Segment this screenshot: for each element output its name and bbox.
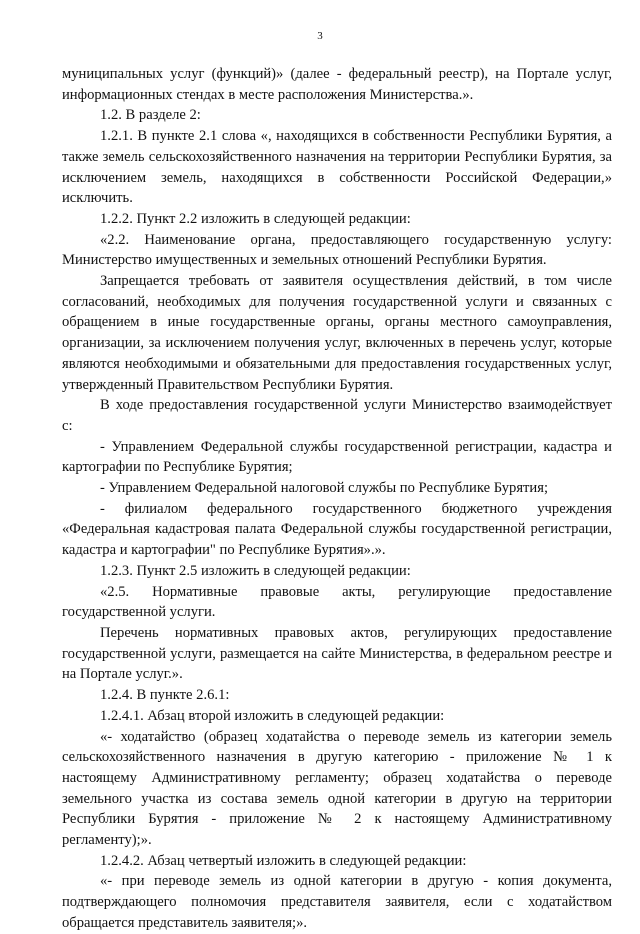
list-item-cadastral-chamber: - филиалом федерального государственного бюджетного учреждения «Федеральная кадастровая палата Федеральной службы государственной регистрации, кадастра и картографии" по Республике Бурятия».». (62, 500, 612, 559)
paragraph-item-1-2-2: 1.2.2. Пункт 2.2 изложить в следующей редакции: (100, 210, 411, 227)
page-number: 3 (317, 30, 323, 42)
paragraph-interaction: В ходе предоставления государственной услуги Министерство взаимодействует с: (62, 397, 612, 434)
paragraph-item-1-2-4-2: 1.2.4.2. Абзац четвертый изложить в следующей редакции: (100, 852, 467, 869)
paragraph-item-1-2-1: 1.2.1. В пункте 2.1 слова «, находящихся в собственности Республики Бурятия, а также земель сельскохозяйственного назначения на территории Республики Бурятия, за исключением земель, находящихся в собственности Российской Федерации,» исключить. (62, 128, 612, 207)
paragraph-legal-acts-list: Перечень нормативных правовых актов, регулирующих предоставление государственной услуги, размещается на сайте Министерства, в федеральном реестре и на Портале услуг.». (62, 624, 612, 683)
paragraph-item-1-2-3: 1.2.3. Пункт 2.5 изложить в следующей редакции: (100, 562, 411, 579)
list-item-tax-service: - Управлением Федеральной налоговой службы по Республике Бурятия; (100, 480, 548, 497)
paragraph-petition: «- ходатайство (образец ходатайства о переводе земель из категории земель сельскохозяйственного назначения в другую категорию - приложение № 1 к настоящему Административному регламенту; образец ходатайства о переводе земельного участка из состава земель одной категории в другую на территории Республики Бурятия - приложение № 2 к настоящему Административному регламенту);». (62, 728, 612, 849)
paragraph-item-2-2: «2.2. Наименование органа, предоставляющего государственную услугу: Министерство имущественных и земельных отношений Республики Бурятия. (62, 231, 612, 269)
paragraph-section-1-2: 1.2. В разделе 2: (100, 107, 201, 124)
paragraph-item-1-2-4-1: 1.2.4.1. Абзац второй изложить в следующей редакции: (100, 707, 445, 724)
paragraph-item-1-2-4: 1.2.4. В пункте 2.6.1: (100, 687, 230, 704)
paragraph-prohibition: Запрещается требовать от заявителя осуществления действий, в том числе согласований, необходимых для получения государственной услуги и связанных с обращением в иные государственные органы, органы местного самоуправления, организации, за исключением получения услуг, включенных в перечень услуг, которые являются необходимыми и обязательными для предоставления государственных услуг, утвержденный Правительством Республики Бурятия. (62, 273, 612, 393)
paragraph-item-2-5: «2.5. Нормативные правовые акты, регулирующие предоставление государственной услуги. (62, 583, 612, 621)
list-item-rosreestr: - Управлением Федеральной службы государственной регистрации, кадастра и картографии по Республике Бурятия; (62, 438, 612, 476)
document-body (62, 64, 612, 934)
paragraph-federal-registry: муниципальных услуг (функций)» (далее - федеральный реестр), на Портале услуг, информационных стендах в месте расположения Министерства.». (62, 66, 612, 103)
paragraph-representative: «- при переводе земель из одной категории в другую - копия документа, подтверждающего полномочия представителя заявителя, если с ходатайством обращается представитель заявителя;». (62, 873, 612, 931)
